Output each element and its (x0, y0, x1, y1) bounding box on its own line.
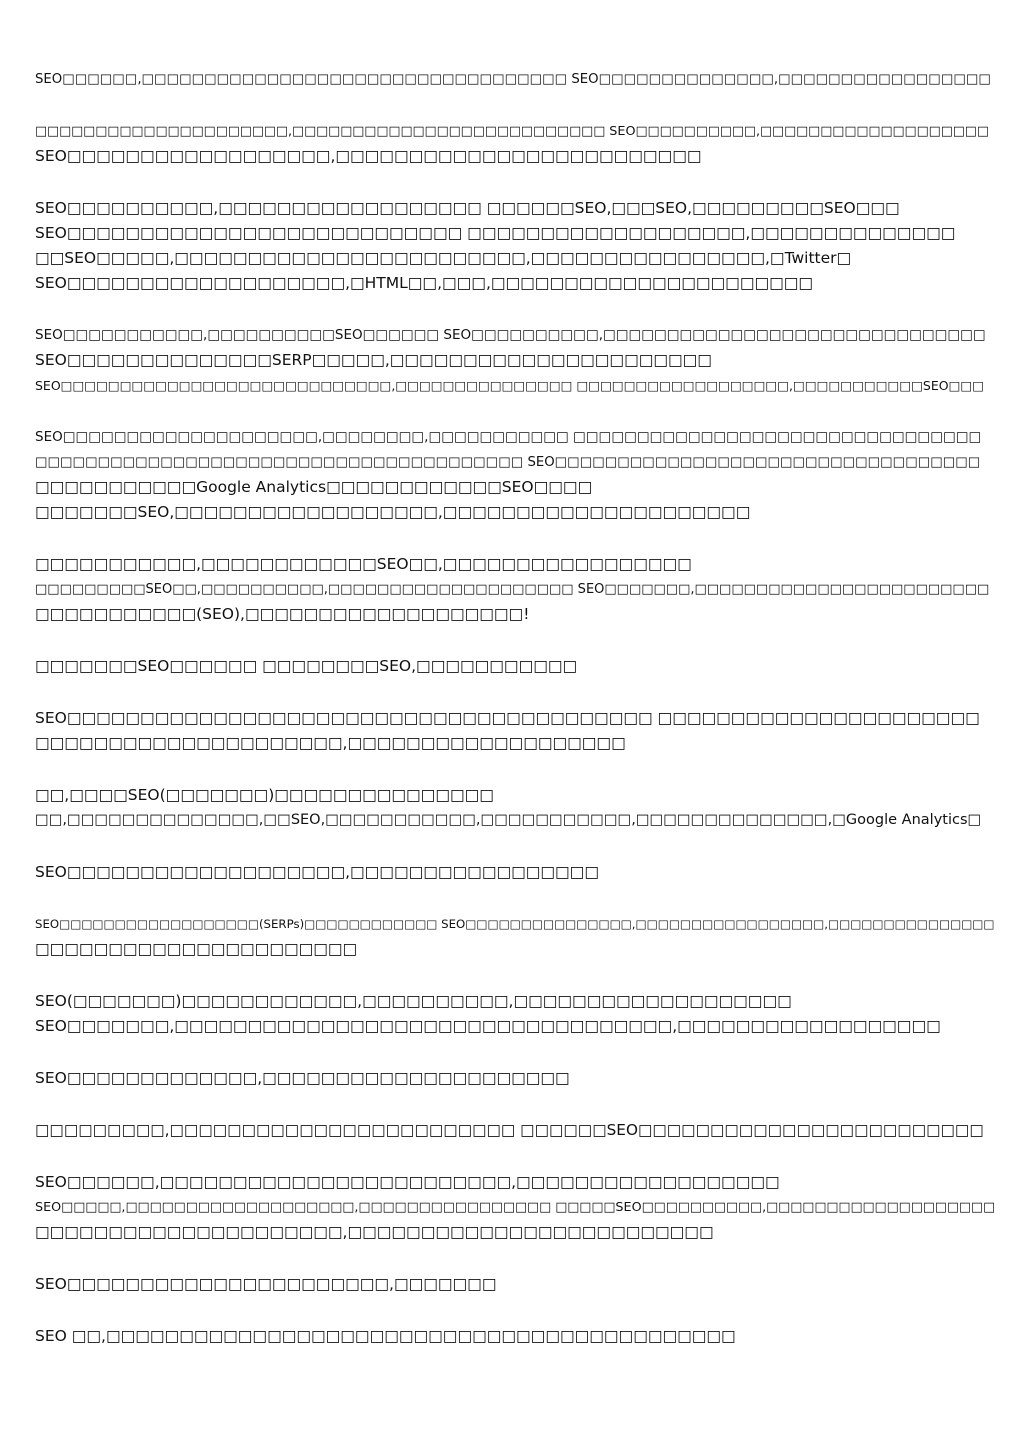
paragraph (35, 783, 995, 833)
text-line: □□□□□□□□□,□□□□□□□□□□□□□□□□□□□□□□□□ □□□□□□SEO□□□□□□□□□□□□□□□□□□□□□□□□ (35, 1121, 984, 1139)
paragraph (35, 425, 995, 525)
text-line: SEO□□□□□□□□□□□□□□SERP□□□□□,□□□□□□□□□□□□□□□□□□□□□□ (35, 351, 712, 369)
text-line: □□□□□□□□□□□□□□□□□□□□□,□□□□□□□□□□□□□□□□□□□ (35, 734, 626, 752)
text-line: SEO□□□□□□□□□□,□□□□□□□□□□□□□□□□□□ □□□□□□SEO,□□□SEO,□□□□□□□□□SEO□□□ (35, 199, 900, 217)
document-body (35, 67, 995, 1376)
paragraph (35, 323, 995, 398)
text-line: □□,□□□□SEO(□□□□□□□)□□□□□□□□□□□□□□□ (35, 786, 494, 804)
paragraph (35, 912, 995, 962)
text-line: SEO(□□□□□□□)□□□□□□□□□□□□,□□□□□□□□□□,□□□□□□□□□□□□□□□□□□□ (35, 992, 792, 1010)
text-line: □□□□□□□□□□□□□□□□□□□□□,□□□□□□□□□□□□□□□□□□□□□□□□□ (35, 1223, 714, 1241)
paragraph (35, 1066, 995, 1091)
text-line: □□□□□□□□□□□Google Analytics□□□□□□□□□□□□SEO□□□□ (35, 478, 593, 496)
text-line: SEO□□□□□□,□□□□□□□□□□□□□□□□□□□□□□□□□□□□□□□□□□ SEO□□□□□□□□□□□□□□,□□□□□□□□□□□□□□□□□ (35, 72, 991, 87)
text-line: □□□□□□□□□□□(SEO),□□□□□□□□□□□□□□□□□□□! (35, 605, 530, 623)
text-line: □□□□□□□□□□□□□□□□□□□□□,□□□□□□□□□□□□□□□□□□□□□□□□□□ SEO□□□□□□□□□□,□□□□□□□□□□□□□□□□□□□ (35, 124, 989, 139)
text-line: □□□□□□□□□□□,□□□□□□□□□□□□SEO□□,□□□□□□□□□□□□□□□□□ (35, 555, 692, 573)
paragraph (35, 1272, 995, 1297)
paragraph (35, 654, 995, 679)
paragraph (35, 196, 995, 296)
paragraph (35, 552, 995, 627)
paragraph (35, 67, 995, 92)
paragraph (35, 1324, 995, 1349)
text-line: □□□□□□□□□□□□□□□□□□□□□□□□□□□□□□□□□□□□□□□ SEO□□□□□□□□□□□□□□□□□□□□□□□□□□□□□□□□□□ (35, 455, 981, 470)
text-line: □□□□□□□□□□□□□□□□□□□□□□ (35, 940, 358, 958)
paragraph (35, 989, 995, 1039)
paragraph (35, 706, 995, 756)
text-line: SEO□□□□□□□□□□□□□□□□□□□,□□□□□□□□□□□□□□□□□ (35, 863, 599, 881)
text-line: SEO□□□□□□□□□□□□□□□□□□□□□□□□□□□□,□□□□□□□□□□□□□□□ □□□□□□□□□□□□□□□□□□,□□□□□□□□□□□SEO□□□ (35, 378, 985, 393)
text-line: SEO□□□□□□□□□□□□□□□□□□(SERPs)□□□□□□□□□□□□ SEO□□□□□□□□□□□□□□□,□□□□□□□□□□□□□□□□□,□□□□□□□□□□□□□□□ (35, 917, 995, 931)
text-line: □□SEO□□□□□,□□□□□□□□□□□□□□□□□□□□□□□□,□□□□□□□□□□□□□□□□,□Twitter□ (35, 249, 852, 267)
text-line: SEO □□,□□□□□□□□□□□□□□□□□□□□□□□□□□□□□□□□□□□□□□□□□□□ (35, 1327, 736, 1345)
text-line: SEO□□□□□□□□□□□□□□□□□□□,□HTML□□,□□□,□□□□□□□□□□□□□□□□□□□□□□ (35, 274, 814, 292)
text-line: SEO□□□□□□□□□□□,□□□□□□□□□□SEO□□□□□□ SEO□□□□□□□□□□,□□□□□□□□□□□□□□□□□□□□□□□□□□□□□□ (35, 327, 986, 343)
text-line: SEO□□□□□□,□□□□□□□□□□□□□□□□□□□□□□□□,□□□□□□□□□□□□□□□□□□ (35, 1173, 780, 1191)
text-line: SEO□□□□□□□,□□□□□□□□□□□□□□□□□□□□□□□□□□□□□□□□□□,□□□□□□□□□□□□□□□□□□ (35, 1017, 941, 1035)
text-line: SEO□□□□□,□□□□□□□□□□□□□□□□□□□,□□□□□□□□□□□□□□□□ □□□□□SEO□□□□□□□□□□,□□□□□□□□□□□□□□□□□□□ (35, 1200, 996, 1215)
text-line: □□□□□□□□□SEO□□,□□□□□□□□□□,□□□□□□□□□□□□□□□□□□□□ SEO□□□□□□□,□□□□□□□□□□□□□□□□□□□□□□□□ (35, 582, 990, 597)
paragraph (35, 1170, 995, 1245)
text-line: □□□□□□□SEO,□□□□□□□□□□□□□□□□□□,□□□□□□□□□□□□□□□□□□□□□ (35, 503, 751, 521)
text-line: SEO□□□□□□□□□□□□□,□□□□□□□□□□□□□□□□□□□□□ (35, 1069, 570, 1087)
text-line: SEO□□□□□□□□□□□□□□□□□□□□□□□□□□□□□□□□□□□□□□□□ □□□□□□□□□□□□□□□□□□□□□□ (35, 709, 980, 727)
text-line: SEO□□□□□□□□□□□□□□□□□□□□□□,□□□□□□□ (35, 1275, 497, 1293)
text-line: SEO□□□□□□□□□□□□□□□□□□,□□□□□□□□□□□□□□□□□□□□□□□□□ (35, 147, 702, 165)
paragraph (35, 1118, 995, 1143)
paragraph (35, 860, 995, 885)
text-line: SEO□□□□□□□□□□□□□□□□□□□□,□□□□□□□□,□□□□□□□□□□□ □□□□□□□□□□□□□□□□□□□□□□□□□□□□□□□□ (35, 429, 982, 445)
text-line: SEO□□□□□□□□□□□□□□□□□□□□□□□□□□□ □□□□□□□□□□□□□□□□□□□,□□□□□□□□□□□□□□ (35, 224, 956, 242)
text-line: □□□□□□□SEO□□□□□□ □□□□□□□□SEO,□□□□□□□□□□□ (35, 657, 578, 675)
text-line: □□,□□□□□□□□□□□□□□,□□SEO,□□□□□□□□□□□,□□□□□□□□□□□,□□□□□□□□□□□□□□,□Google Analytics□ (35, 812, 982, 828)
paragraph (35, 119, 995, 169)
